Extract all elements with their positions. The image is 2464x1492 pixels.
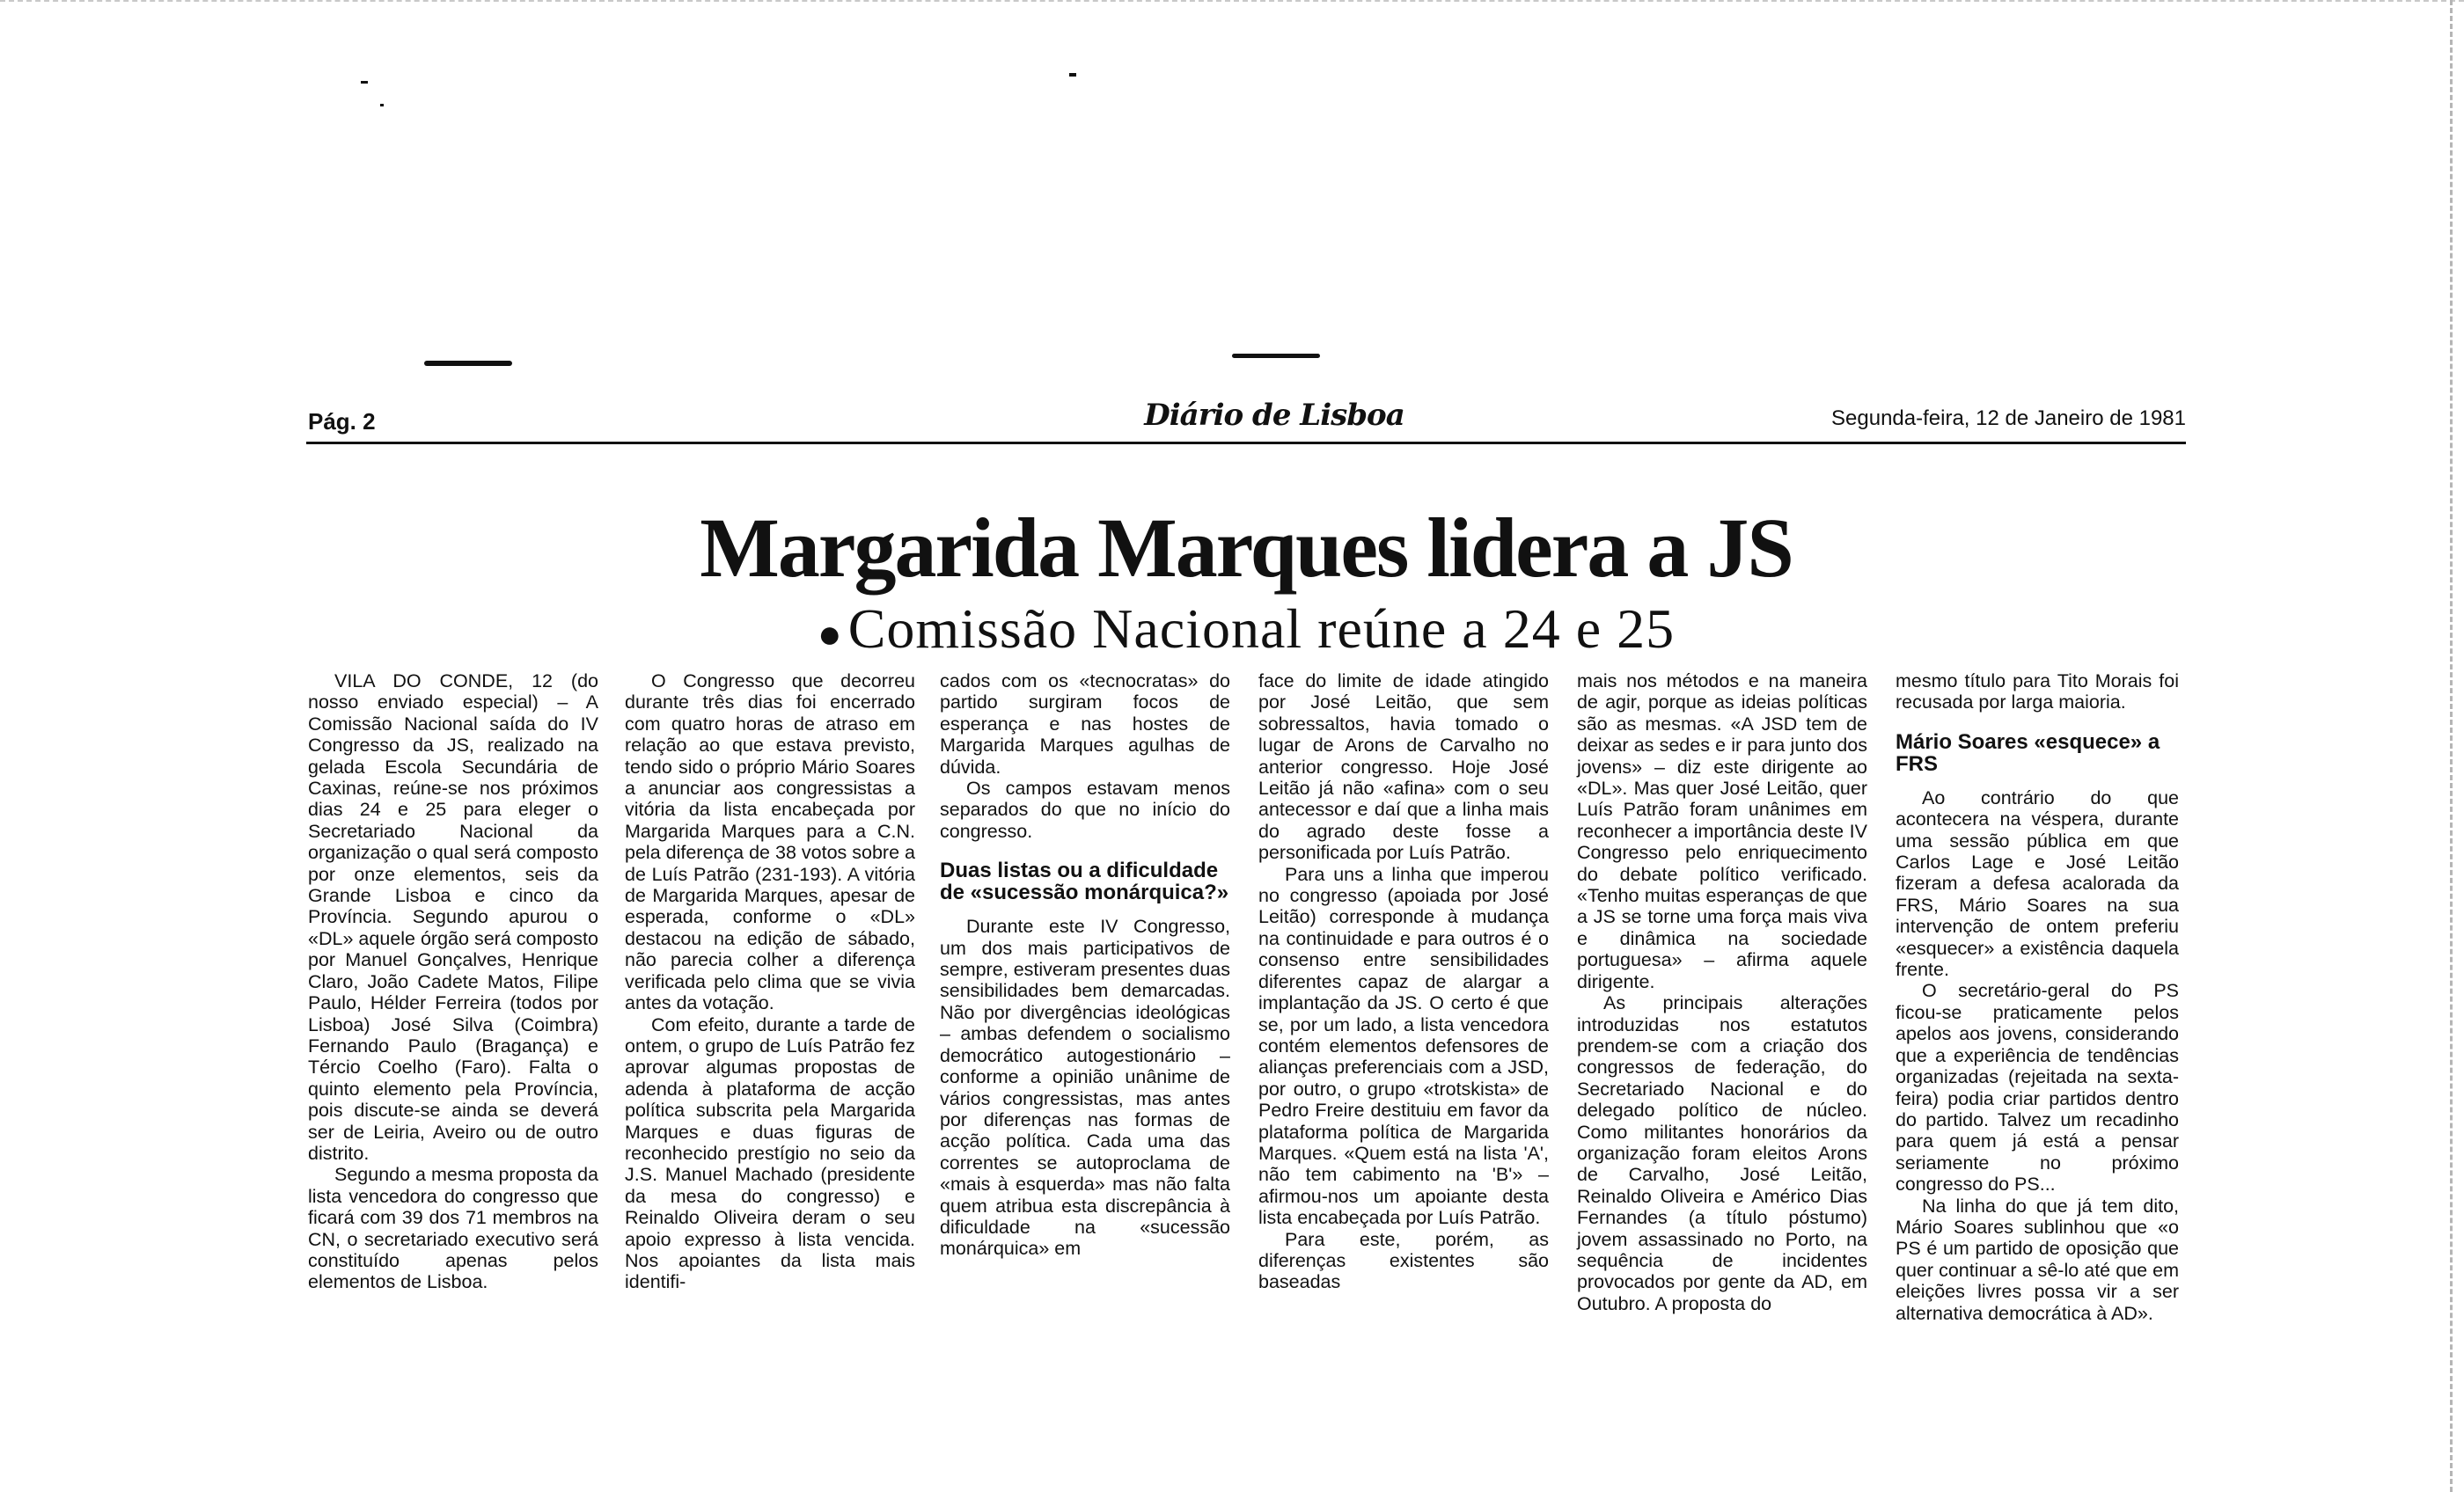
paragraph: cados com os «tecnocratas» do partido surgiram focos de esperança e nas hostes de Margarida Marques agulhas de dúvida.: [940, 670, 1230, 778]
paragraph: Na linha do que já tem dito, Mário Soares sublinhou que «o PS é um partido de oposição que quer continuar a sê-lo até que em eleições livres possa vir a ser alternativa democrática à AD».: [1896, 1195, 2179, 1324]
article-column-3: [940, 670, 1230, 1260]
article-column-4: [1258, 670, 1549, 1293]
paragraph: mais nos métodos e na maneira de agir, porque as ideias políticas são as mesmas. «A JSD tem de deixar as sedes e ir para junto dos jovens» – diz este dirigente ao «DL». Mas quer José Leitão, quer Luís Patrão foram unânimes em reconhecer a importância deste IV Congresso pelo enriquecimento do debate político verificado. «Tenho muitas esperanças de que a JS se torne uma força mais viva e dinâmica na sociedade portuguesa» – afirma aquele dirigente.: [1577, 670, 1867, 992]
paragraph: O Congresso que decorreu durante três dias foi encerrado com quatro horas de atraso em relação ao que estava previsto, tendo sido o próprio Mário Soares a anunciar aos congressistas a vitória da lista encabeçada por Margarida Marques para a C.N. pela diferença de 38 votos sobre a de Luís Patrão (231-193). A vitória de Margarida Marques, apesar de esperada, conforme o «DL» destacou na edição de sábado, não parecia colher a diferença verificada pelo clima que se vivia antes da votação.: [625, 670, 915, 1014]
article-column-6: [1896, 670, 2179, 1324]
scan-mark: [1069, 73, 1076, 77]
paragraph: As principais alterações introduzidas nos estatutos prendem-se com a criação dos congressos de federação, do Secretariado Nacional e do delegado político de núcleo. Como militantes honorários da organização foram eleitos Arons de Carvalho, José Leitão, Reinaldo Oliveira e Américo Dias Fernandes (a título póstumo) jovem assassinado no Porto, na sequência de incidentes provocados por gente da AD, em Outubro. A proposta do: [1577, 992, 1867, 1314]
scan-mark: [361, 81, 368, 84]
paragraph: Para uns a linha que imperou no congresso (apoiada por José Leitão) corresponde à mudança na continuidade e para outros é o consenso entre sensibilidades diferentes capaz de alargar a implantação da JS. O certo é que se, por um lado, a lista vencedora contém elementos defensores de alianças preferenciais com a JSD, por outro, o grupo «trotskista» de Pedro Freire destituiu em favor da plataforma política de Margarida Marques. «Quem está na lista 'A', não tem cabimento na 'B'» – afirmou-nos um apoiante desta lista encabeçada por Luís Patrão.: [1258, 863, 1549, 1229]
section-heading: Mário Soares «esquece» a FRS: [1896, 729, 2160, 776]
article-headline: Margarida Marques lidera a JS: [700, 501, 1793, 595]
bullet-icon: ●: [817, 611, 843, 657]
paragraph: O secretário-geral do PS ficou-se praticamente pelos apelos aos jovens, considerando que a experiência de tendências organizadas (rejeitada na sexta-feira) podia criar partidos dentro do partido. Talvez um recadinho para quem já está a pensar seriamente no próximo congresso do PS...: [1896, 980, 2179, 1196]
paragraph: face do limite de idade atingido por José Leitão, que sem sobressaltos, havia tomado o lugar de Arons de Carvalho no anterior congresso. Hoje José Leitão já não «afina» com o seu antecessor e daí que a linha mais do agrado deste fosse a personificada por Luís Patrão.: [1258, 670, 1549, 864]
paragraph: VILA DO CONDE, 12 (do nosso enviado especial) – A Comissão Nacional saída do IV Congresso da JS, realizado na gelada Escola Secundária de Caxinas, reúne-se nos próximos dias 24 e 25 para eleger o Secretariado Nacional da organização o qual será composto por onze elementos, seis da Grande Lisboa e cinco da Província. Segundo apurou o «DL» aquele órgão será composto por Manuel Gonçalves, Henrique Claro, João Cadete Matos, Filipe Paulo, Hélder Ferreira (todos por Lisboa) José Silva (Coimbra) Fernando Paulo (Bragança) e Tércio Coelho (Faro). Falta o quinto elemento pela Província, pois discute-se ainda se deverá ser de Leiria, Aveiro ou de outro distrito.: [308, 670, 598, 1164]
article-column-5: [1577, 670, 1867, 1314]
paragraph: Ao contrário do que acontecera na véspera, durante uma sessão pública em que Carlos Lage e José Leitão fizeram a defesa acalorada da FRS, Mário Soares na sua intervenção de ontem preferiu «esquecer» a existência daquela frente.: [1896, 786, 2179, 981]
paragraph: mesmo título para Tito Morais foi recusada por larga maioria.: [1896, 670, 2179, 713]
paragraph: Durante este IV Congresso, um dos mais participativos de sempre, estiveram presentes duas sensibilidades bem demarcadas. Não por divergências ideológicas – ambas defendem o socialismo democrático autogestionário – conforme a opinião unânime de vários congressistas, mas antes por diferenças nas formas de acção política. Cada uma das correntes se autoproclama de «mais à esquerda» mas não falta quem atribua esta discrepância à dificuldade na «sucessão monárquica» em: [940, 916, 1230, 1260]
page-header: [306, 398, 2186, 444]
scan-edge-right: [2450, 0, 2455, 1492]
scan-mark: [424, 361, 512, 366]
article-subheadline: [306, 597, 2186, 660]
scan-edge-top: [0, 0, 2464, 11]
issue-date: Segunda-feira, 12 de Janeiro de 1981: [1831, 406, 2186, 430]
section-heading: Duas listas ou a dificuldade de «sucessão monárquica?»: [940, 859, 1229, 905]
article-column-2: [625, 670, 915, 1293]
article-column-1: [308, 670, 598, 1293]
newspaper-masthead: Diário de Lisboa: [1144, 398, 1404, 433]
paragraph: Para este, porém, as diferenças existentes são baseadas: [1258, 1228, 1549, 1293]
paragraph: Os campos estavam menos separados do que no início do congresso.: [940, 778, 1230, 842]
scan-mark: [1232, 354, 1320, 358]
subheadline-text: Comissão Nacional reúne a 24 e 25: [847, 597, 1676, 660]
paragraph: Com efeito, durante a tarde de ontem, o grupo de Luís Patrão fez aprovar algumas propostas de adenda à plataforma de acção política subscrita pela Margarida Marques e duas figuras de reconhecido prestígio no seio da J.S. Manuel Machado (presidente da mesa do congresso) e Reinaldo Oliveira deram o seu apoio expresso à lista vencida. Nos apoiantes da lista mais identifi-: [625, 1013, 915, 1293]
scan-mark: [380, 104, 384, 106]
page-number: Pág. 2: [308, 408, 376, 435]
paragraph: Segundo a mesma proposta da lista vencedora do congresso que ficará com 39 dos 71 membros na CN, o secretariado executivo será constituído apenas pelos elementos de Lisboa.: [308, 1164, 599, 1293]
